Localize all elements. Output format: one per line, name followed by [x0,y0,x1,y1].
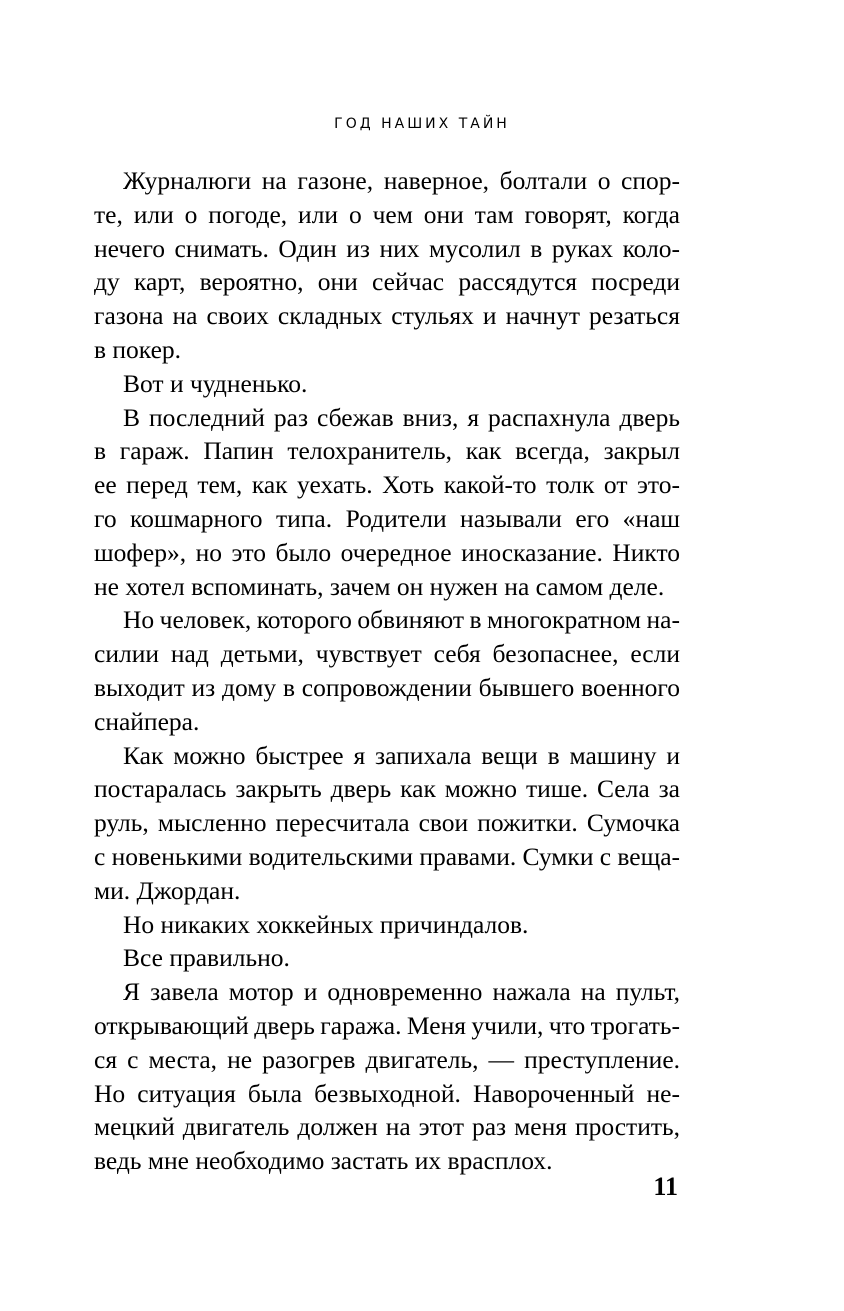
paragraph [94,941,680,975]
text-line: не хотел вспоминать, зачем он нужен на самом деле. [94,571,665,601]
page-number: 11 [653,1172,678,1201]
paragraph [94,401,680,604]
text-line: Но никаких хоккейных причиндалов. [123,909,529,939]
paragraph [94,164,680,367]
running-header: ГОД НАШИХ ТАЙН [334,116,510,132]
text-line: Как можно быстрее я запихала вещи в машину и [123,740,680,770]
paragraph [94,603,680,738]
text-line: ведь мне необходимо застать их врасплох. [94,1146,553,1176]
text-line: в гараж. Папин телохранитель, как всегда, закрыл [94,436,680,466]
text-line: Вот и чудненько. [123,368,308,398]
text-line: Но человек, которого обвиняют в многократном на- [123,605,680,635]
text-line: руль, мысленно пересчитала свои пожитки. Сумочка [94,808,680,838]
text-line: Я завела мотор и одновременно нажала на пульт, [123,977,680,1007]
text-line: В последний раз сбежав вниз, я распахнула дверь [123,402,680,432]
text-line: постаралась закрыть дверь как можно тише. Села за [94,774,680,804]
text-line: ми. Джордан. [94,875,241,905]
text-line: выходит из дому в сопровождении бывшего военного [94,672,680,702]
text-line: ее перед тем, как уехать. Хоть какой-то толк от это- [94,470,680,500]
paragraph [94,739,680,908]
body-text [94,164,680,1178]
text-line: шофер», но это было очередное иносказание. Никто [94,537,681,567]
text-line: мецкий двигатель должен на этот раз меня простить, [94,1112,680,1142]
text-line: Все правильно. [123,943,290,973]
paragraph [94,908,680,942]
text-line: газона на своих складных стульях и начнут резаться [94,301,680,331]
text-line: открывающий дверь гаража. Меня учили, что трогать- [94,1010,680,1040]
text-line: те, или о погоде, или о чем они там говорят, когда [94,199,680,229]
text-line: с новенькими водительскими правами. Сумки с веща- [94,841,681,871]
text-line: силии над детьми, чувствует себя безопаснее, если [94,639,680,669]
text-line: в покер. [94,334,182,364]
paragraph [94,975,680,1178]
text-line: го кошмарного типа. Родители называли его «наш [94,503,681,533]
text-line: ду карт, вероятно, они сейчас рассядутся посреди [94,267,680,297]
text-line: снайпера. [94,706,200,736]
text-line: нечего снимать. Один из них мусолил в руках коло- [94,233,681,263]
paragraph [94,367,680,401]
text-line: Журналюги на газоне, наверное, болтали о спор- [123,166,681,195]
text-line: ся с места, не разогрев двигатель, — преступление. [94,1044,681,1074]
text-line: Но ситуация была безвыходной. Навороченный не- [94,1078,680,1108]
